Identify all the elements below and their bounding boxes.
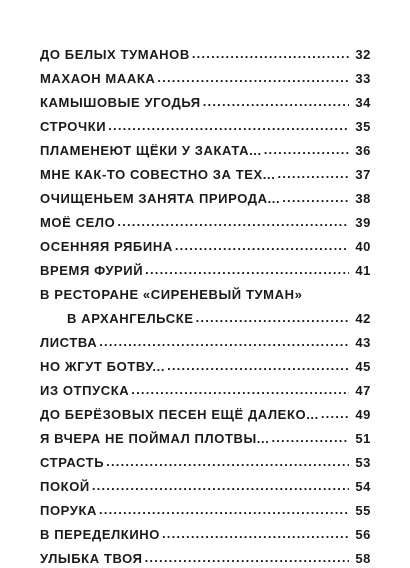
toc-leader-dots <box>131 383 349 398</box>
toc-page-number: 58 <box>355 551 371 566</box>
toc-entry-title: ИЗ ОТПУСКА <box>40 383 130 398</box>
toc-entry-title: В ПЕРЕДЕЛКИНО <box>40 527 160 542</box>
toc-entry-title: ДО БЕРЁЗОВЫХ ПЕСЕН ЕЩЁ ДАЛЕКО... <box>40 407 319 422</box>
toc-entry <box>40 112 371 136</box>
toc-page-number: 39 <box>355 215 371 230</box>
toc-leader-dots <box>145 263 349 278</box>
toc-entry <box>40 328 371 352</box>
toc-page-number: 56 <box>355 527 371 542</box>
toc-page-number: 41 <box>355 263 371 278</box>
toc-leader-dots <box>117 215 349 230</box>
toc-entry-title: МОЁ СЕЛО <box>40 215 116 230</box>
toc-page-number: 32 <box>355 47 371 62</box>
toc-page-number: 37 <box>355 167 371 182</box>
toc-entry <box>40 304 371 328</box>
toc-leader-dots <box>203 95 349 110</box>
toc-entry-title: ОЧИЩЕНЬЕМ ЗАНЯТА ПРИРОДА... <box>40 191 281 206</box>
toc-leader-dots <box>99 503 349 518</box>
toc-entry <box>40 136 371 160</box>
toc-leader-dots <box>167 359 349 374</box>
toc-leader-dots <box>271 431 349 446</box>
toc-page-number: 38 <box>355 191 371 206</box>
toc-entry <box>40 160 371 184</box>
toc-page-number: 45 <box>355 359 371 374</box>
toc-entry-title: ОСЕННЯЯ РЯБИНА <box>40 239 173 254</box>
toc-leader-dots <box>321 407 349 422</box>
toc-entry <box>40 448 371 472</box>
toc-entry <box>40 40 371 64</box>
toc-entry-title: СТРОЧКИ <box>40 119 107 134</box>
toc-entry-title: ПОРУКА <box>40 503 97 518</box>
toc-page-number: 53 <box>355 455 371 470</box>
toc-page-number: 35 <box>355 119 371 134</box>
toc-entry-title: КАМЫШОВЫЕ УГОДЬЯ <box>40 95 201 110</box>
toc-leader-dots <box>92 479 349 494</box>
toc-entry <box>40 184 371 208</box>
toc-leader-dots <box>157 71 349 86</box>
toc-entry-title: НО ЖГУТ БОТВУ... <box>40 359 166 374</box>
toc-entry <box>40 472 371 496</box>
toc-leader-dots <box>145 551 349 566</box>
toc-leader-dots <box>106 455 349 470</box>
toc-leader-dots <box>175 239 349 254</box>
toc-page-number: 43 <box>355 335 371 350</box>
toc-entry-title-line <box>40 280 371 304</box>
toc-entry <box>40 208 371 232</box>
toc-leader-dots <box>264 143 349 158</box>
toc-entry-title: СТРАСТЬ <box>40 455 105 470</box>
toc-entry-title: МНЕ КАК-ТО СОВЕСТНО ЗА ТЕХ... <box>40 167 276 182</box>
toc-entry-title: ПЛАМЕНЕЮТ ЩЁКИ У ЗАКАТА... <box>40 143 262 158</box>
toc-page-number: 47 <box>355 383 371 398</box>
toc-page-number: 33 <box>355 71 371 86</box>
toc-page-number: 49 <box>355 407 371 422</box>
toc-page-number: 36 <box>355 143 371 158</box>
toc-leader-dots <box>108 119 349 134</box>
toc-entry-title: УЛЫБКА ТВОЯ <box>40 551 143 566</box>
toc-entry <box>40 88 371 112</box>
toc-page-number: 34 <box>355 95 371 110</box>
toc-page-number: 51 <box>355 431 371 446</box>
toc-entry <box>40 256 371 280</box>
toc-entry <box>40 424 371 448</box>
table-of-contents <box>40 40 371 568</box>
toc-entry-title: ВРЕМЯ ФУРИЙ <box>40 263 144 278</box>
toc-entry <box>40 544 371 568</box>
toc-entry <box>40 376 371 400</box>
toc-leader-dots <box>192 47 349 62</box>
toc-entry-title: Я ВЧЕРА НЕ ПОЙМАЛ ПЛОТВЫ... <box>40 431 270 446</box>
toc-page-number: 40 <box>355 239 371 254</box>
toc-page-number: 42 <box>355 311 371 326</box>
toc-leader-dots <box>277 167 349 182</box>
toc-entry-title: ПОКОЙ <box>40 479 90 494</box>
toc-entry-title: ДО БЕЛЫХ ТУМАНОВ <box>40 47 190 62</box>
toc-leader-dots <box>196 311 349 326</box>
toc-entry-title: МАХАОН МААКА <box>40 71 156 86</box>
toc-leader-dots <box>162 527 349 542</box>
toc-entry <box>40 520 371 544</box>
toc-entry <box>40 352 371 376</box>
toc-entry-title: ЛИСТВА <box>40 335 98 350</box>
toc-leader-dots <box>282 191 349 206</box>
toc-page-number: 55 <box>355 503 371 518</box>
toc-entry-title-continuation: В АРХАНГЕЛЬСКЕ <box>67 311 194 326</box>
toc-entry <box>40 496 371 520</box>
toc-entry-title: В РЕСТОРАНЕ «СИРЕНЕВЫЙ ТУМАН» <box>40 287 303 302</box>
toc-entry <box>40 232 371 256</box>
toc-entry <box>40 400 371 424</box>
toc-page-number: 54 <box>355 479 371 494</box>
toc-entry <box>40 64 371 88</box>
toc-leader-dots <box>99 335 349 350</box>
